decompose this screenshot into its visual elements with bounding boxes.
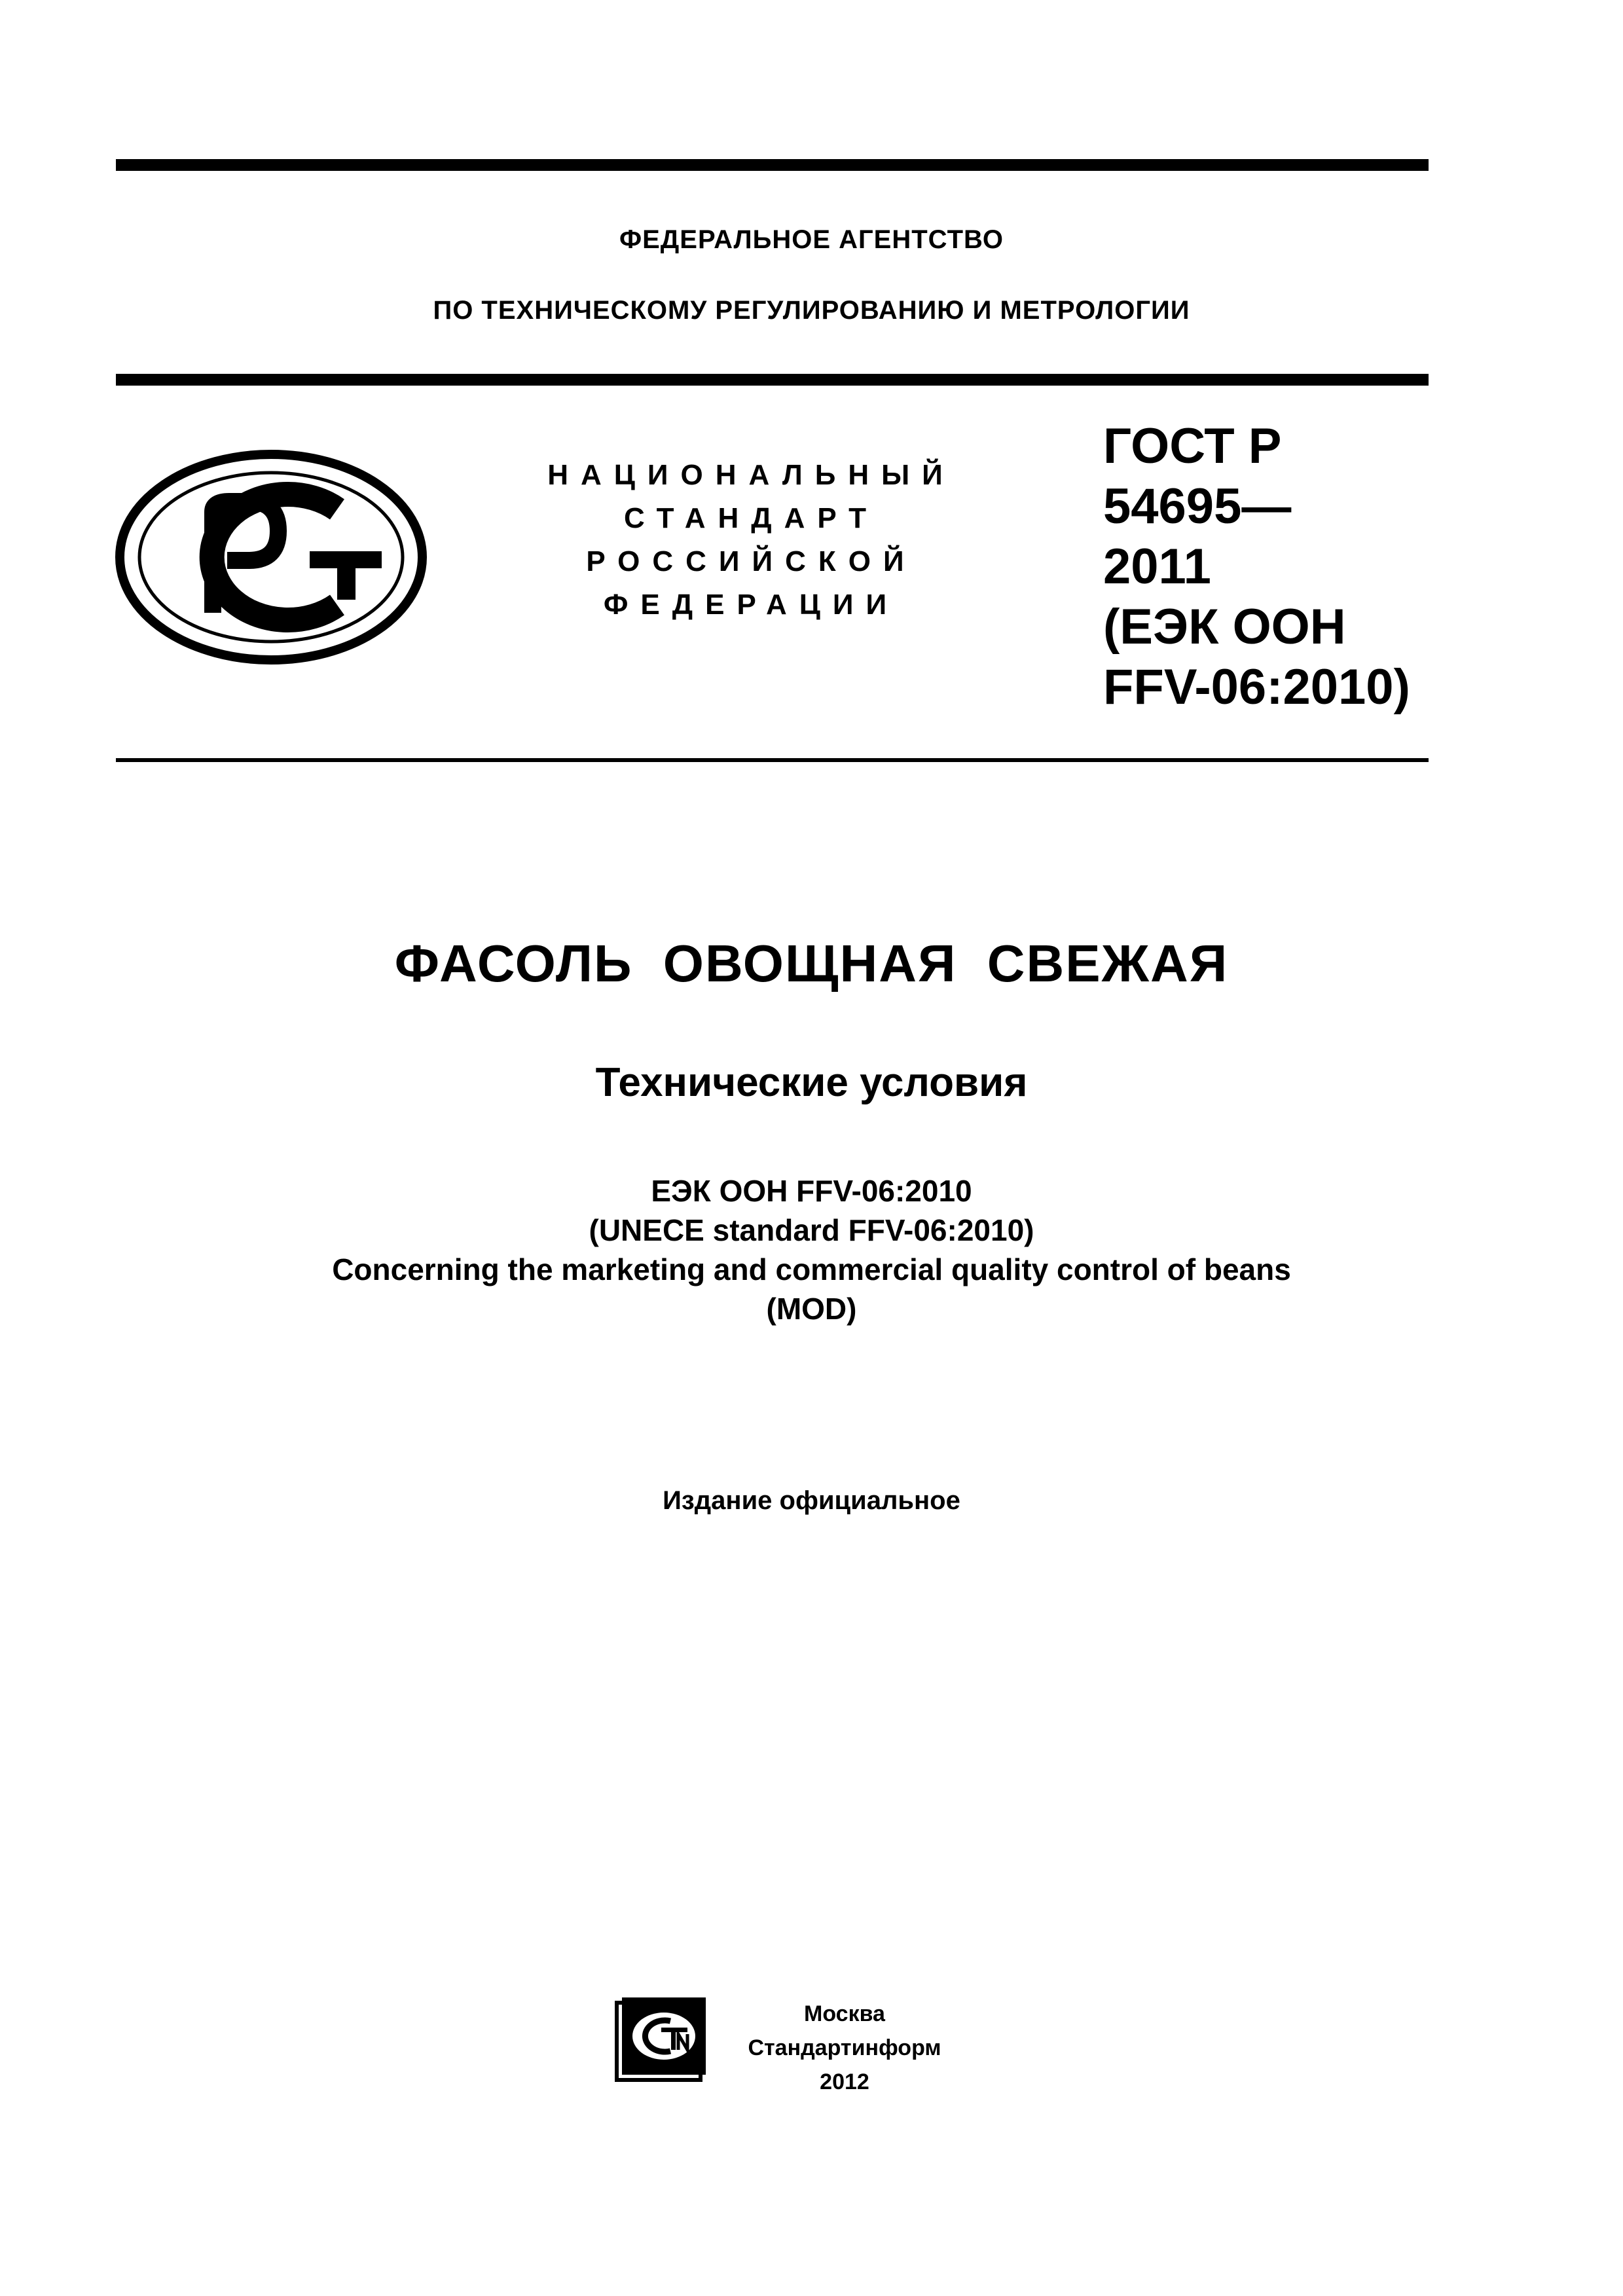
- standard-type-line3: РОССИЙСКОЙ: [586, 545, 917, 577]
- reference-line1: ЕЭК ООН FFV-06:2010: [651, 1174, 972, 1208]
- document-subtitle: Технические условия: [595, 1060, 1028, 1105]
- publisher-city: Москва: [804, 2001, 885, 2026]
- designation-line1: ГОСТ Р: [1103, 418, 1282, 474]
- standard-type-line4: ФЕДЕРАЦИИ: [603, 589, 900, 621]
- reference-line4: (MOD): [766, 1292, 857, 1326]
- designation-line5: FFV-06:2010): [1103, 659, 1410, 715]
- reference-line2: (UNECE standard FFV-06:2010): [589, 1213, 1034, 1247]
- edition-label: Издание официальное: [663, 1486, 960, 1515]
- standartinform-logo: [610, 1994, 708, 2085]
- standard-type-line2: СТАНДАРТ: [623, 502, 879, 534]
- publisher-info: [720, 1997, 969, 2099]
- top-rule: [116, 159, 1429, 171]
- designation-line2: 54695—: [1103, 479, 1292, 534]
- header-rule: [116, 374, 1429, 386]
- agency-name-line2: ПО ТЕХНИЧЕСКОМУ РЕГУЛИРОВАНИЮ И МЕТРОЛОГИИ: [433, 296, 1190, 325]
- standard-type-line1: НАЦИОНАЛЬНЫЙ: [547, 459, 955, 491]
- agency-name-line1: ФЕДЕРАЛЬНОЕ АГЕНТСТВО: [619, 225, 1004, 254]
- designation-line3: 2011: [1103, 539, 1211, 594]
- designation-rule: [116, 758, 1429, 762]
- publisher-name: Стандартинформ: [748, 2035, 941, 2060]
- reference-line3: Concerning the marketing and commercial quality control of beans: [332, 1252, 1291, 1286]
- designation-line4: (ЕЭК ООН: [1103, 599, 1346, 655]
- standard-type: [517, 454, 985, 627]
- rst-logo: [115, 449, 428, 665]
- document-title: ФАСОЛЬ ОВОЩНАЯ СВЕЖАЯ: [394, 934, 1229, 993]
- standard-designation: [1103, 416, 1410, 718]
- publication-year: 2012: [820, 2069, 869, 2094]
